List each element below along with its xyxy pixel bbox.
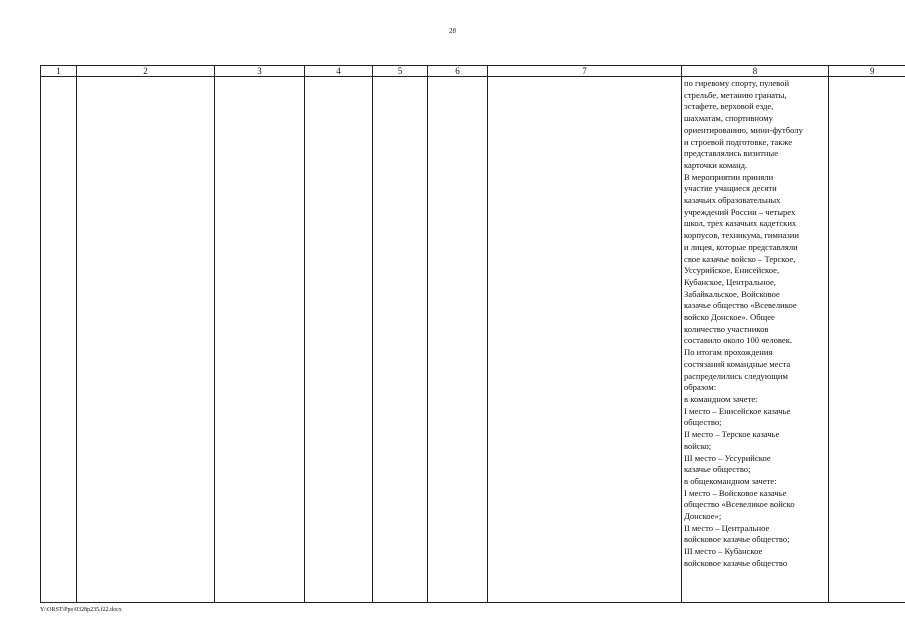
text-line: По итогам прохождения (684, 347, 773, 358)
column-header-4: 4 (305, 66, 373, 77)
text-line: Кубанское, Центральное, (684, 276, 776, 287)
column-header-1: 1 (41, 66, 77, 77)
text-line: Забайкальское, Войсковое (684, 288, 780, 299)
cell-col-1 (41, 77, 77, 603)
cell-col-7 (488, 77, 682, 603)
column-header-5: 5 (373, 66, 428, 77)
column-header-8: 8 (682, 66, 829, 77)
text-line: в общекомандном зачете: (684, 475, 777, 486)
text-line: II место – Центральное (684, 522, 770, 533)
text-line: войско; (684, 440, 712, 451)
text-line: общество; (684, 417, 722, 428)
cell-col-9 (829, 77, 905, 603)
text-line: шахматам, спортивному (684, 113, 773, 124)
text-line: составило около 100 человек. (684, 335, 793, 346)
table-row (41, 77, 905, 603)
text-line: I место – Войсковое казачье (684, 487, 787, 498)
cell-col-8 (682, 77, 829, 603)
text-line: В мероприятии приняли (684, 171, 774, 182)
text-line: и лицея, которые представляли (684, 241, 798, 252)
page-number: 28 (449, 27, 456, 35)
text-line: свое казачье войско – Терское, (684, 253, 796, 264)
text-line: состязаний командные места (684, 358, 791, 369)
text-line: представлялись визитные (684, 148, 779, 159)
text-line: учреждений России – четырех (684, 206, 796, 217)
text-line: III место – Уссурийское (684, 452, 771, 463)
text-line: по гиревому спорту, пулевой (684, 78, 790, 88)
header-row (41, 66, 905, 77)
column-header-6: 6 (428, 66, 488, 77)
text-line: I место – Енисейское казачье (684, 405, 791, 416)
file-path-footer: Y:\ORST\Ppo\0328p235.f22.docx (40, 607, 122, 613)
text-line: войско Донское». Общее (684, 312, 775, 323)
text-line: распределились следующим (684, 370, 788, 381)
text-line: школ, трех казачьих кадетских (684, 218, 797, 229)
cell-col-3 (215, 77, 305, 603)
text-line: корпусов, техникума, гимназии (684, 230, 799, 241)
column-header-2: 2 (77, 66, 215, 77)
column-header-3: 3 (215, 66, 305, 77)
text-line: ориентированию, мини-футболу (684, 124, 803, 135)
column-header-7: 7 (488, 66, 682, 77)
text-line: в командном зачете: (684, 393, 758, 404)
text-line: III место – Кубанское (684, 546, 763, 557)
cell-col-4 (305, 77, 373, 603)
text-line: войсковое казачье общество (684, 557, 788, 568)
text-line: Донское»; (684, 511, 722, 522)
document-table (40, 65, 905, 603)
text-line: II место – Терское казачье (684, 429, 780, 440)
column-8-text (684, 78, 828, 570)
text-line: количество участников (684, 323, 769, 334)
text-line: казачьих образовательных (684, 195, 781, 206)
column-header-9: 9 (829, 66, 905, 77)
text-line: казачье общество; (684, 464, 751, 475)
cell-col-6 (428, 77, 488, 603)
text-line: и строевой подготовке, также (684, 136, 793, 147)
text-line: Уссурийское, Енисейское, (684, 265, 780, 276)
text-line: участие учащиеся десяти (684, 183, 777, 194)
text-line: эстафете, верховой езде, (684, 101, 774, 112)
cell-col-2 (77, 77, 215, 603)
text-line: общество «Всевеликое войско (684, 499, 795, 510)
cell-col-5 (373, 77, 428, 603)
text-line: стрельбе, метанию гранаты, (684, 89, 787, 100)
text-line: карточки команд. (684, 159, 748, 170)
text-line: войсковое казачье общество; (684, 534, 790, 545)
text-line: казачье общество «Всевеликое (684, 300, 797, 311)
text-line: образом: (684, 382, 717, 393)
